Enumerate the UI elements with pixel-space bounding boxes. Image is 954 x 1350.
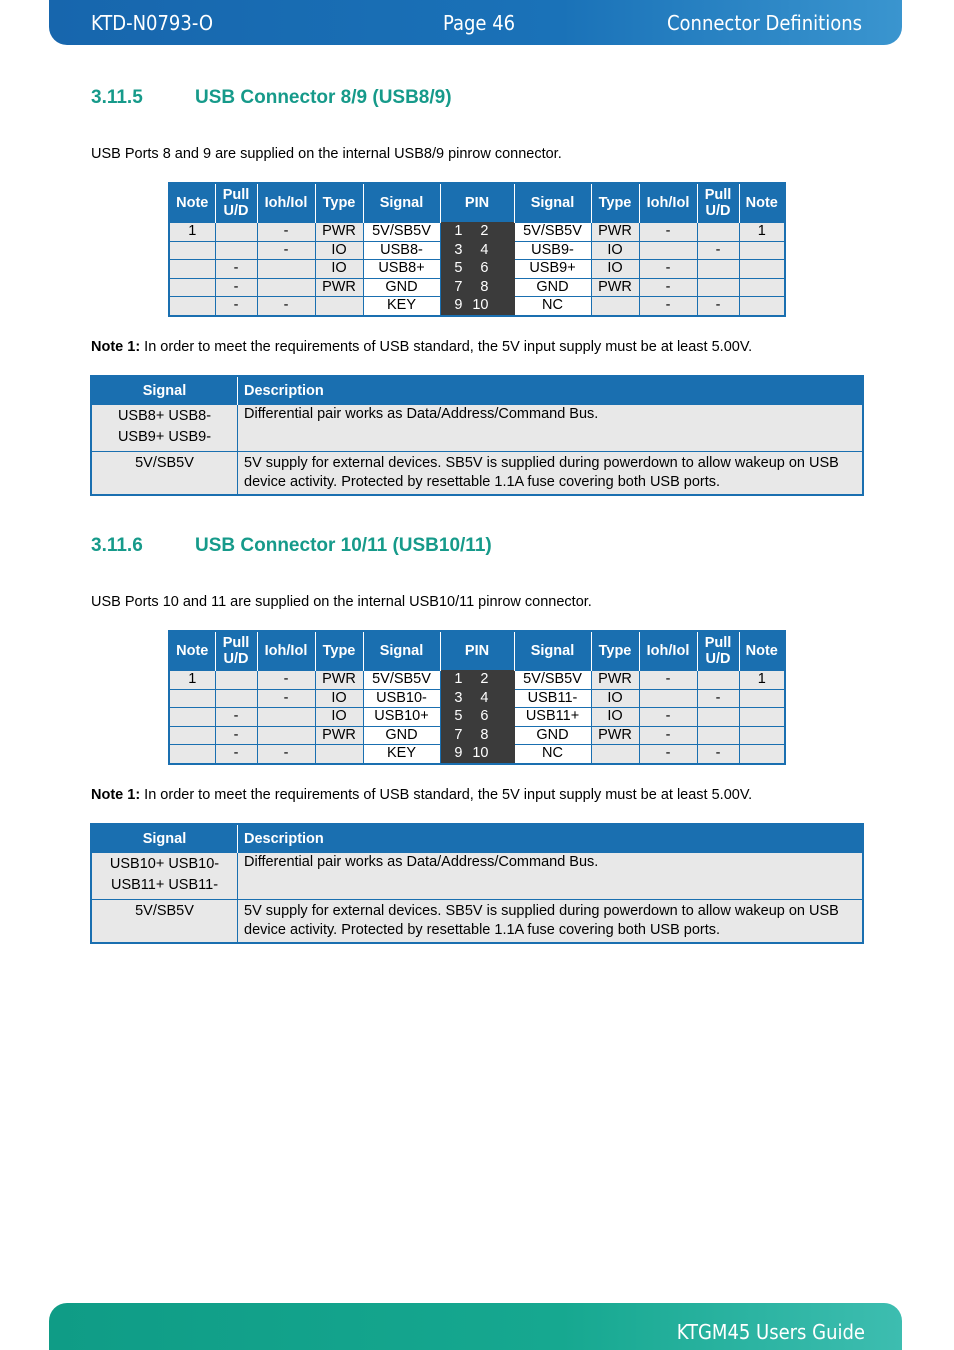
col-header: Ioh/Iol	[257, 183, 315, 223]
section-number: 3.11.6	[91, 535, 143, 556]
table-cell	[739, 297, 785, 316]
col-header: Pull U/D	[215, 631, 257, 671]
table-cell: 1	[739, 223, 785, 242]
signal-cell: USB10+ USB10- USB11+ USB11-	[91, 853, 238, 900]
table-row	[169, 260, 785, 279]
table-cell	[639, 241, 697, 260]
col-header: Signal	[363, 631, 440, 671]
description-cell: Differential pair works as Data/Address/Command Bus.	[238, 853, 864, 900]
col-header: Signal	[363, 183, 440, 223]
table-cell: -	[639, 297, 697, 316]
table-row	[169, 223, 785, 242]
table-cell	[215, 223, 257, 242]
table-cell: 5V/SB5V	[514, 671, 591, 690]
col-header: Signal	[91, 376, 238, 405]
note-text: In order to meet the requirements of USB standard, the 5V input supply must be at least 5.00V.	[140, 339, 753, 355]
note	[91, 339, 752, 355]
table-row	[169, 726, 785, 745]
table-cell: PWR	[315, 223, 363, 242]
note-label: Note 1:	[91, 339, 141, 355]
table-cell	[315, 297, 363, 316]
table-cell	[315, 745, 363, 764]
pin-cell: 3 4	[440, 241, 514, 260]
table-cell	[169, 689, 215, 708]
table-row	[91, 900, 863, 944]
document-id: KTD-N0793-O	[91, 11, 214, 35]
col-header: Note	[739, 183, 785, 223]
table-cell: -	[215, 278, 257, 297]
table-cell	[739, 708, 785, 727]
note-label: Note 1:	[91, 787, 141, 803]
table-cell: 1	[169, 223, 215, 242]
col-header: Signal	[91, 824, 238, 853]
table-cell	[169, 278, 215, 297]
table-cell: GND	[514, 726, 591, 745]
table-cell: -	[639, 726, 697, 745]
col-header: PIN	[440, 183, 514, 223]
col-header: Type	[315, 183, 363, 223]
table-cell: PWR	[315, 278, 363, 297]
table-cell: USB9+	[514, 260, 591, 279]
table-cell	[739, 260, 785, 279]
table-cell: -	[639, 278, 697, 297]
table-cell	[169, 708, 215, 727]
table-cell: PWR	[315, 726, 363, 745]
col-header: PIN	[440, 631, 514, 671]
table-cell	[739, 241, 785, 260]
note	[91, 787, 752, 803]
col-header: Type	[591, 183, 639, 223]
table-row	[169, 708, 785, 727]
col-header: Ioh/Iol	[257, 631, 315, 671]
table-cell: USB10+	[363, 708, 440, 727]
table-cell: PWR	[591, 223, 639, 242]
pin-cell: 3 4	[440, 689, 514, 708]
col-header: Note	[169, 183, 215, 223]
table-cell	[215, 241, 257, 260]
pin-cell: 7 8	[440, 726, 514, 745]
table-cell: 1	[739, 671, 785, 690]
table-cell	[169, 745, 215, 764]
table-cell: -	[697, 689, 739, 708]
col-header: Type	[315, 631, 363, 671]
pin-table-header	[169, 183, 785, 223]
pin-cell: 5 6	[440, 260, 514, 279]
table-cell: KEY	[363, 745, 440, 764]
table-cell: PWR	[591, 278, 639, 297]
table-cell	[169, 241, 215, 260]
section-title: USB Connector 10/11 (USB10/11)	[195, 535, 492, 556]
table-cell: IO	[315, 260, 363, 279]
table-cell: PWR	[591, 671, 639, 690]
col-header: Pull U/D	[697, 183, 739, 223]
table-cell: IO	[591, 689, 639, 708]
description-cell: 5V supply for external devices. SB5V is supplied during powerdown to allow wakeup on USB device activity. Protected by resettable 1.1A fuse covering both USB ports.	[238, 900, 864, 944]
desc-table-header	[91, 376, 863, 405]
col-header: Note	[169, 631, 215, 671]
table-cell: 5V/SB5V	[363, 223, 440, 242]
table-cell: -	[257, 223, 315, 242]
section-intro: USB Ports 10 and 11 are supplied on the internal USB10/11 pinrow connector.	[91, 594, 592, 610]
description-cell: Differential pair works as Data/Address/Command Bus.	[238, 405, 864, 452]
table-cell: -	[639, 260, 697, 279]
pin-table	[168, 182, 786, 317]
table-cell	[169, 297, 215, 316]
table-cell: -	[639, 223, 697, 242]
table-cell: PWR	[591, 726, 639, 745]
table-cell: IO	[315, 241, 363, 260]
table-cell: -	[697, 241, 739, 260]
table-cell: IO	[315, 689, 363, 708]
table-cell	[257, 708, 315, 727]
table-cell	[639, 689, 697, 708]
col-header: Signal	[514, 183, 591, 223]
col-header: Description	[238, 824, 864, 853]
table-cell: -	[215, 726, 257, 745]
col-header: Ioh/Iol	[639, 183, 697, 223]
table-cell: -	[215, 745, 257, 764]
pin-cell: 9 10	[440, 297, 514, 316]
table-cell: -	[257, 241, 315, 260]
table-cell: -	[257, 745, 315, 764]
table-cell	[169, 260, 215, 279]
table-cell: IO	[315, 708, 363, 727]
table-row	[169, 297, 785, 316]
table-row	[91, 853, 863, 900]
table-cell: NC	[514, 297, 591, 316]
table-row	[91, 452, 863, 496]
table-cell	[257, 278, 315, 297]
table-cell: GND	[363, 726, 440, 745]
table-cell: USB10-	[363, 689, 440, 708]
table-cell: -	[215, 260, 257, 279]
table-cell: USB11-	[514, 689, 591, 708]
table-cell	[215, 689, 257, 708]
col-header: Ioh/Iol	[639, 631, 697, 671]
table-cell	[739, 745, 785, 764]
signal-cell: USB8+ USB8- USB9+ USB9-	[91, 405, 238, 452]
page-number: Page 46	[443, 11, 516, 35]
table-cell: 5V/SB5V	[363, 671, 440, 690]
table-cell	[215, 671, 257, 690]
table-cell: IO	[591, 708, 639, 727]
col-header: Note	[739, 631, 785, 671]
table-cell	[697, 671, 739, 690]
page-footer	[49, 1303, 902, 1350]
col-header: Type	[591, 631, 639, 671]
table-cell	[739, 689, 785, 708]
table-row	[169, 671, 785, 690]
table-cell: IO	[591, 260, 639, 279]
table-cell: -	[257, 671, 315, 690]
section-number: 3.11.5	[91, 87, 143, 108]
section-title: USB Connector 8/9 (USB8/9)	[195, 87, 452, 108]
table-cell: -	[639, 671, 697, 690]
table-row	[169, 241, 785, 260]
table-cell: 5V/SB5V	[514, 223, 591, 242]
table-row	[169, 689, 785, 708]
pin-cell: 1 2	[440, 223, 514, 242]
col-header: Pull U/D	[215, 183, 257, 223]
table-cell	[257, 726, 315, 745]
pin-table	[168, 630, 786, 765]
table-cell: USB9-	[514, 241, 591, 260]
table-cell: KEY	[363, 297, 440, 316]
note-text: In order to meet the requirements of USB standard, the 5V input supply must be at least 5.00V.	[140, 787, 753, 803]
table-cell: NC	[514, 745, 591, 764]
section-heading	[91, 535, 492, 557]
pin-table-header	[169, 631, 785, 671]
desc-table-header	[91, 824, 863, 853]
table-cell	[739, 278, 785, 297]
table-cell: -	[257, 297, 315, 316]
table-cell: IO	[591, 241, 639, 260]
pin-cell: 9 10	[440, 745, 514, 764]
table-cell: GND	[514, 278, 591, 297]
table-cell: -	[257, 689, 315, 708]
table-cell	[257, 260, 315, 279]
table-cell: -	[697, 745, 739, 764]
table-cell	[697, 278, 739, 297]
table-row	[169, 278, 785, 297]
signal-description-table	[90, 823, 864, 944]
table-cell	[697, 260, 739, 279]
table-cell: USB8-	[363, 241, 440, 260]
section-intro: USB Ports 8 and 9 are supplied on the internal USB8/9 pinrow connector.	[91, 146, 562, 162]
guide-title: KTGM45 Users Guide	[676, 1320, 865, 1344]
table-cell	[697, 223, 739, 242]
section-heading	[91, 87, 452, 109]
table-cell	[169, 726, 215, 745]
table-cell	[591, 745, 639, 764]
table-row	[169, 745, 785, 764]
col-header: Description	[238, 376, 864, 405]
table-cell: -	[639, 708, 697, 727]
page-header	[49, 0, 902, 45]
table-cell: -	[639, 745, 697, 764]
table-cell: 1	[169, 671, 215, 690]
table-cell: USB11+	[514, 708, 591, 727]
table-cell: -	[215, 708, 257, 727]
signal-description-table	[90, 375, 864, 496]
pin-cell: 7 8	[440, 278, 514, 297]
chapter-title: Connector Definitions	[666, 11, 862, 35]
table-cell: USB8+	[363, 260, 440, 279]
table-cell	[697, 708, 739, 727]
table-cell: GND	[363, 278, 440, 297]
table-cell	[591, 297, 639, 316]
description-cell: 5V supply for external devices. SB5V is supplied during powerdown to allow wakeup on USB device activity. Protected by resettable 1.1A fuse covering both USB ports.	[238, 452, 864, 496]
table-cell: -	[697, 297, 739, 316]
table-cell: -	[215, 297, 257, 316]
table-row	[91, 405, 863, 452]
signal-cell: 5V/SB5V	[91, 900, 238, 944]
pin-cell: 1 2	[440, 671, 514, 690]
signal-cell: 5V/SB5V	[91, 452, 238, 496]
col-header: Pull U/D	[697, 631, 739, 671]
pin-cell: 5 6	[440, 708, 514, 727]
table-cell	[739, 726, 785, 745]
table-cell: PWR	[315, 671, 363, 690]
col-header: Signal	[514, 631, 591, 671]
table-cell	[697, 726, 739, 745]
